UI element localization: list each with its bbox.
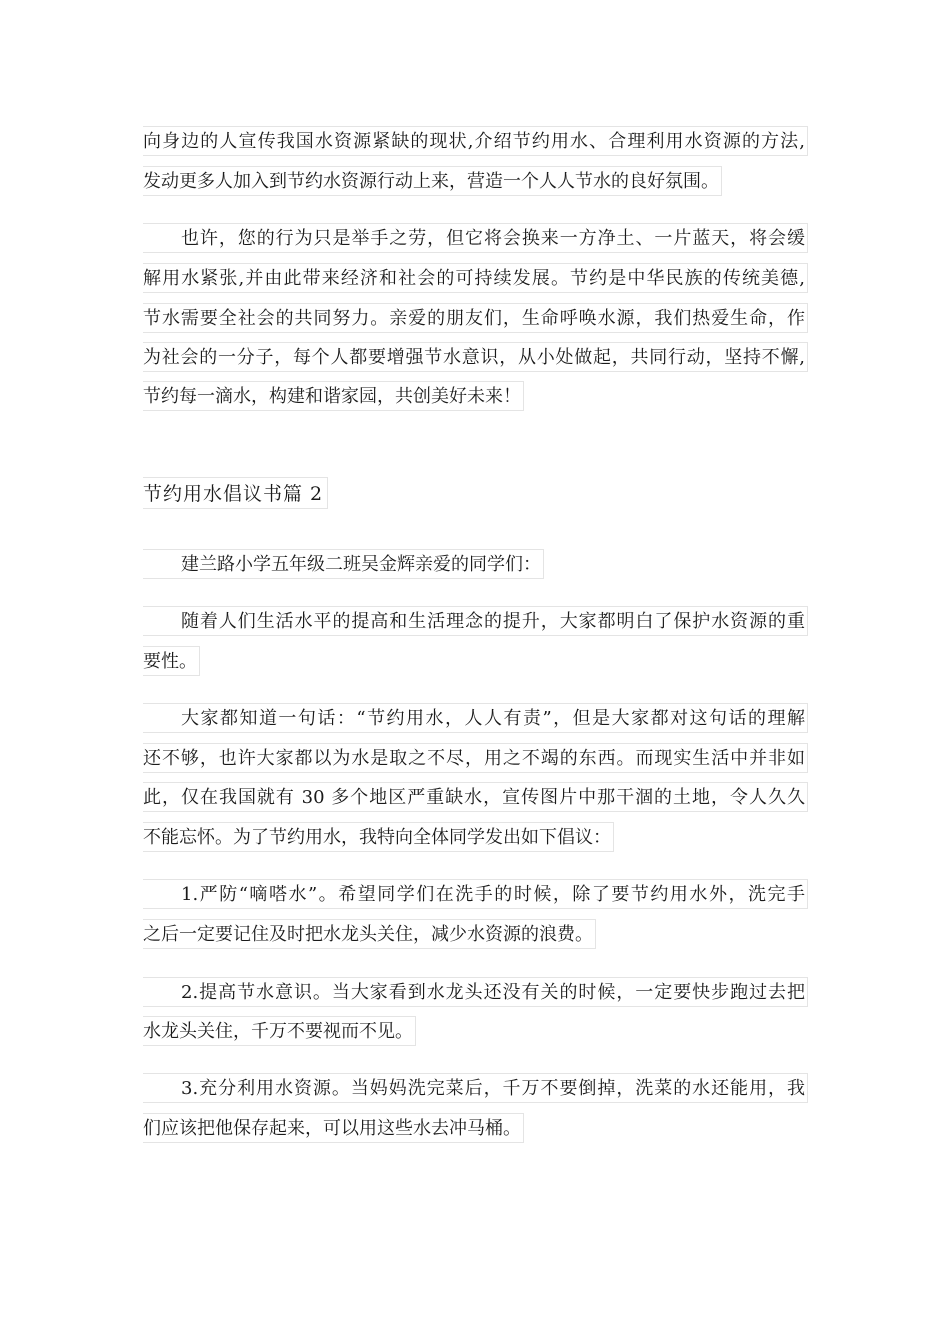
paragraph-4-line-1: 大家都知道一句话：“节约用水，人人有责”，但是大家都对这句话的理解 [143, 703, 808, 733]
paragraph-2-line-5: 节约每一滴水，构建和谐家园，共创美好未来！ [143, 381, 524, 411]
item-1-line-2: 之后一定要记住及时把水龙头关住，减少水资源的浪费。 [143, 919, 596, 949]
item-3-line-2: 们应该把他保存起来，可以用这些水去冲马桶。 [143, 1113, 524, 1143]
greeting-line: 建兰路小学五年级二班吴金辉亲爱的同学们： [143, 549, 544, 579]
item-2-line-1: 2.提高节水意识。当大家看到水龙头还没有关的时候，一定要快步跑过去把 [143, 977, 808, 1007]
item-3-line-1: 3.充分利用水资源。当妈妈洗完菜后，千万不要倒掉，洗菜的水还能用，我 [143, 1073, 808, 1103]
item-2-line-2: 水龙头关住，千万不要视而不见。 [143, 1016, 416, 1046]
paragraph-3-line-1: 随着人们生活水平的提高和生活理念的提升，大家都明白了保护水资源的重 [143, 606, 808, 636]
paragraph-3-line-2: 要性。 [143, 646, 200, 676]
paragraph-2-line-4: 为社会的一分子，每个人都要增强节水意识，从小处做起，共同行动，坚持不懈, [143, 342, 808, 372]
paragraph-2-line-1: 也许，您的行为只是举手之劳，但它将会换来一方净土、一片蓝天，将会缓 [143, 223, 808, 253]
item-1-line-1: 1.严防“嘀嗒水”。希望同学们在洗手的时候，除了要节约用水外，洗完手 [143, 879, 808, 909]
paragraph-4-line-3: 此，仅在我国就有 30 多个地区严重缺水，宣传图片中那干涸的土地，令人久久 [143, 782, 808, 812]
paragraph-1-line-2: 发动更多人加入到节约水资源行动上来，营造一个人人节水的良好氛围。 [143, 166, 722, 196]
paragraph-2-line-3: 节水需要全社会的共同努力。亲爱的朋友们，生命呼唤水源，我们热爱生命，作 [143, 303, 808, 333]
section-heading: 节约用水倡议书篇 2 [143, 477, 328, 509]
paragraph-1-line-1: 向身边的人宣传我国水资源紧缺的现状,介绍节约用水、合理利用水资源的方法, [143, 126, 808, 156]
paragraph-2-line-2: 解用水紧张,并由此带来经济和社会的可持续发展。节约是中华民族的传统美德, [143, 263, 808, 293]
paragraph-4-line-2: 还不够，也许大家都以为水是取之不尽，用之不竭的东西。而现实生活中并非如 [143, 743, 808, 773]
paragraph-4-line-4: 不能忘怀。为了节约用水，我特向全体同学发出如下倡议： [143, 822, 614, 852]
